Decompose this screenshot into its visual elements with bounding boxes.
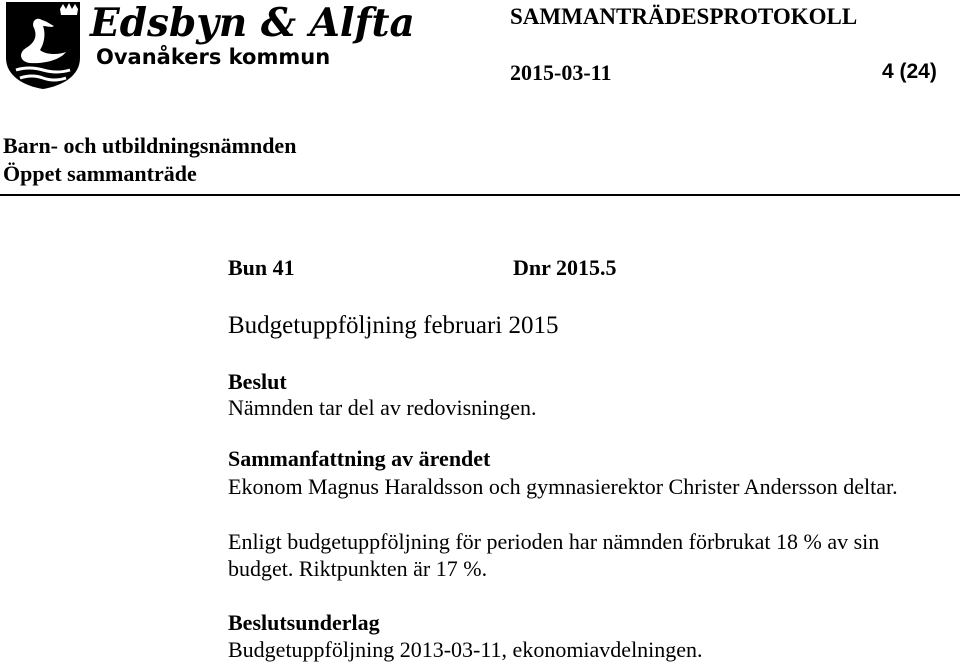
- header-divider: [0, 194, 960, 196]
- summary-paragraph-1: Ekonom Magnus Haraldsson och gymnasierektor Christer Andersson deltar.: [228, 474, 898, 499]
- page-indicator: 4 (24): [882, 60, 937, 83]
- summary-paragraph-2-line-2: budget. Riktpunkten är 17 %.: [228, 556, 488, 581]
- board-name: Barn- och utbildningsnämnden: [3, 133, 297, 158]
- item-number: Bun 41: [228, 255, 295, 280]
- organization-name: Edsbyn & Alfta: [90, 0, 415, 46]
- decision-heading: Beslut: [228, 369, 287, 394]
- document-type: SAMMANTRÄDESPROTOKOLL: [510, 4, 858, 29]
- decision-text: Nämnden tar del av redovisningen.: [228, 395, 537, 420]
- basis-text: Budgetuppföljning 2013-03-11, ekonomiavdelningen.: [228, 637, 703, 662]
- municipality-logo: [2, 0, 84, 90]
- item-dnr: Dnr 2015.5: [513, 255, 617, 280]
- item-title: Budgetuppföljning februari 2015: [228, 312, 559, 339]
- municipality-name: Ovanåkers kommun: [96, 45, 331, 69]
- basis-heading: Beslutsunderlag: [228, 610, 380, 635]
- meeting-date: 2015-03-11: [510, 60, 612, 85]
- meeting-type: Öppet sammanträde: [3, 161, 197, 186]
- summary-heading: Sammanfattning av ärendet: [228, 446, 491, 471]
- summary-paragraph-2-line-1: Enligt budgetuppföljning för perioden har nämnden förbrukat 18 % av sin: [228, 529, 880, 554]
- board-heading: [3, 132, 296, 188]
